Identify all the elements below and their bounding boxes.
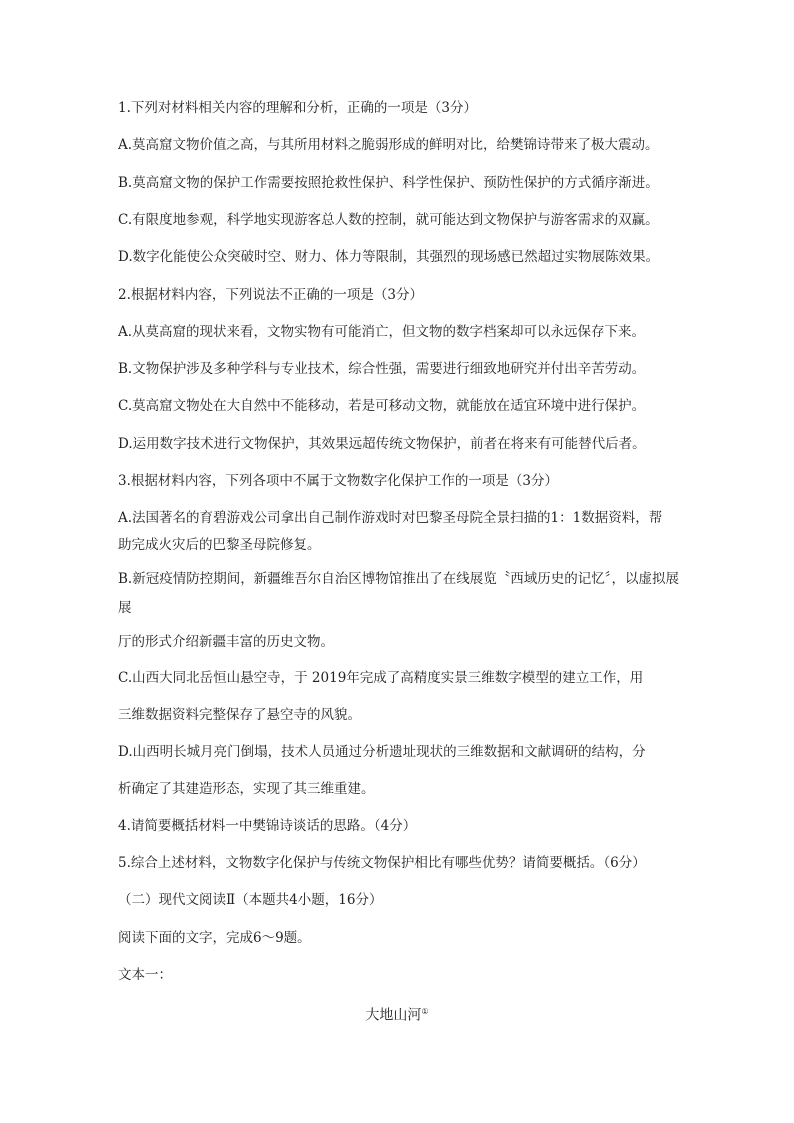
question-3-option-d-line-2: 析确定了其建造形态，实现了其三维重建。 — [118, 781, 375, 797]
section-heading: （二）现代文阅读Ⅱ（本题共4小题，16分） — [118, 892, 383, 908]
question-3-option-c-line-1: C.山西大同北岳恒山悬空寺，于 2019年完成了高精度实景三维数字模型的建立工作，用 — [118, 670, 644, 686]
question-3-option-c-line-2: 三维数据资料完整保存了悬空寺的风貌。 — [118, 707, 361, 723]
question-1-stem: 1.下列对材料相关内容的理解和分析，正确的一项是（3分） — [118, 100, 477, 116]
question-5: 5.综合上述材料，文物数字化保护与传统文物保护相比有哪些优势？请简要概括。（6分） — [118, 855, 646, 871]
question-2-option-c: C.莫高窟文物处在大自然中不能移动，若是可移动文物，就能放在适宜环境中进行保护。 — [118, 398, 646, 414]
question-3-option-b-line-1-wrap: 展 — [118, 600, 132, 616]
article-title-text: 大地山河 — [365, 1007, 422, 1024]
footnote-marker: ① — [421, 1007, 429, 1016]
question-2-option-d: D.运用数字技术进行文物保护，其效果远超传统文物保护，前者在将来有可能替代后者。 — [118, 436, 646, 452]
question-3-option-b-line-1: B.新冠疫情防控期间，新疆维吾尔自治区博物馆推出了在线展览〝西域历史的记忆〞，以虚拟展 — [118, 571, 679, 587]
question-3-option-d-line-1: D.山西明长城月亮门倒塌，技术人员通过分析遗址现状的三维数据和文献调研的结构，分 — [118, 744, 646, 760]
question-2-option-a: A.从莫高窟的现状来看，文物实物有可能消亡，但文物的数字档案却可以永远保存下来。 — [118, 324, 646, 340]
question-3-option-b-line-2: 厅的形式介绍新疆丰富的历史文物。 — [118, 634, 334, 650]
question-2-option-b: B.文物保护涉及多种学科与专业技术，综合性强，需要进行细致地研究并付出辛苦劳动。 — [118, 361, 646, 377]
question-4: 4.请简要概括材料一中樊锦诗谈话的思路。（4分） — [118, 818, 417, 834]
text-label: 文本一： — [118, 967, 172, 983]
question-1-option-c: C.有限度地参观，科学地实现游客总人数的控制，就可能达到文物保护与游客需求的双赢。 — [118, 212, 659, 228]
question-3-option-a: A.法国著名的育碧游戏公司拿出自己制作游戏时对巴黎圣母院全景扫描的1：1数据资料，帮助完成火灾后的巴黎圣母院修复。 — [118, 510, 663, 553]
question-1-option-b: B.莫高窟文物的保护工作需要按照抢救性保护、科学性保护、预防性保护的方式循序渐进。 — [118, 175, 659, 191]
question-2-stem: 2.根据材料内容，下列说法不正确的一项是（3分） — [118, 287, 423, 303]
question-1-option-d: D.数字化能使公众突破时空、财力、体力等限制，其强烈的现场感已然超过实物展陈效果。 — [118, 249, 660, 265]
reading-instruction: 阅读下面的文字，完成6～9题。 — [118, 930, 311, 946]
question-3-stem: 3.根据材料内容，下列各项中不属于文物数字化保护工作的一项是（3分） — [118, 473, 558, 489]
question-1-option-a: A.莫高窟文物价值之高，与其所用材料之脆弱形成的鲜明对比，给樊锦诗带来了极大震动。 — [118, 137, 659, 153]
article-title — [0, 1003, 794, 1025]
